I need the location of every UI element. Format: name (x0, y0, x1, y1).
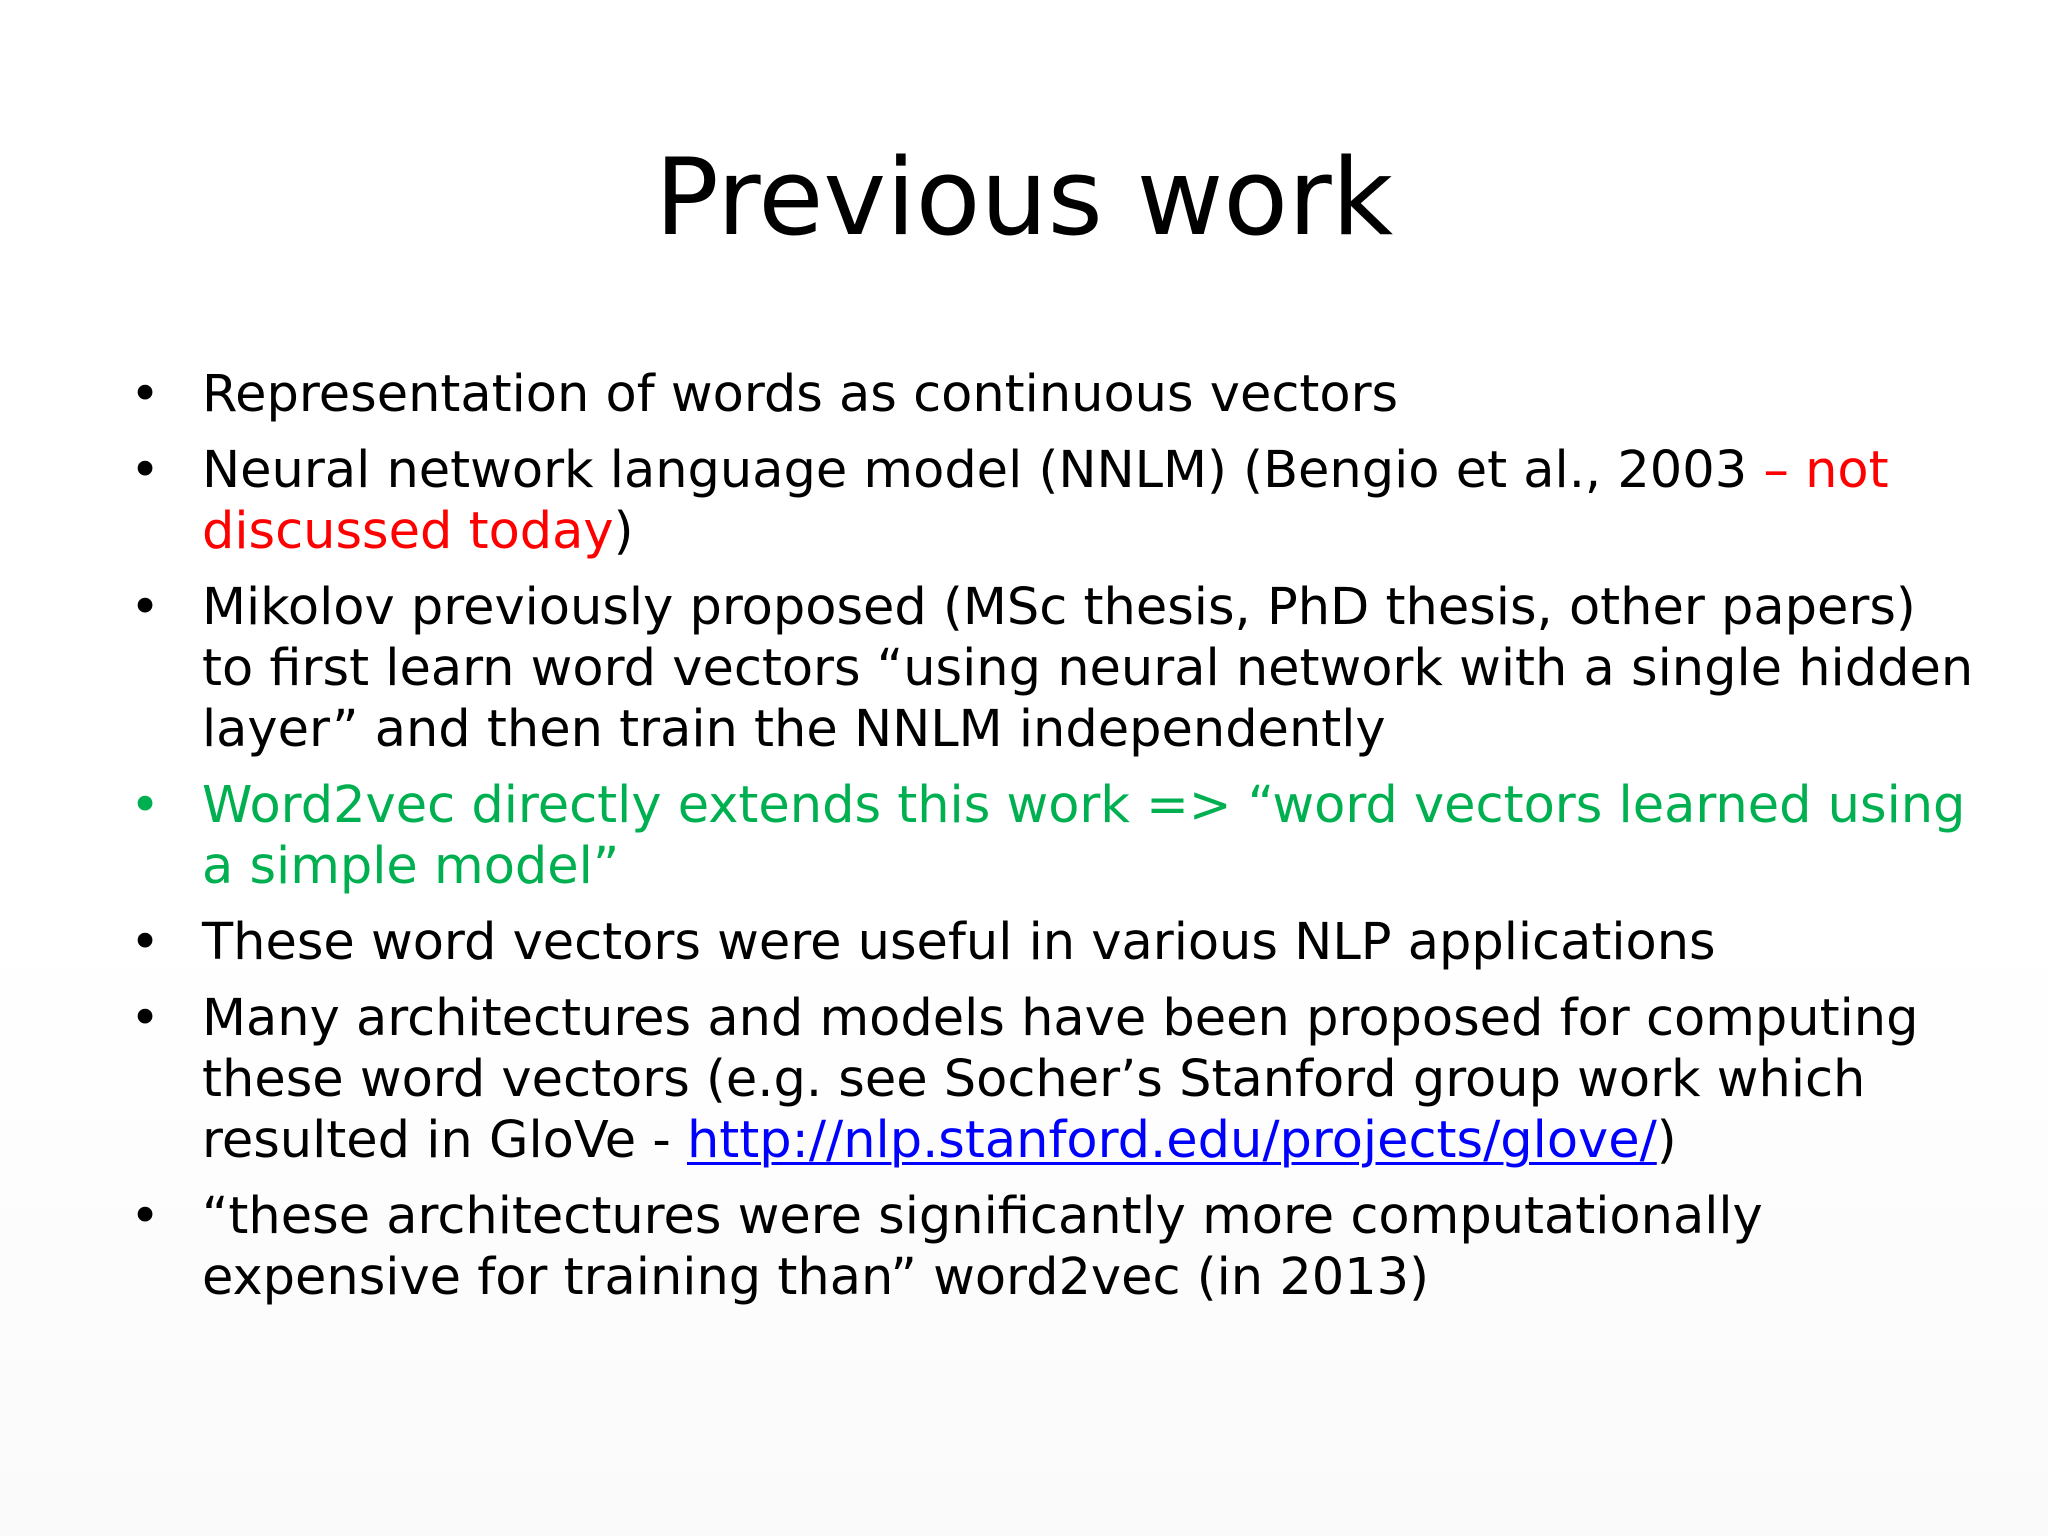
bullet-item-word2vec (120, 775, 1980, 897)
bullet-item-mikolov (120, 577, 1980, 760)
bullet-text: These word vectors were useful in various NLP applications (202, 913, 1716, 972)
bullet-text: Representation of words as continuous vectors (202, 365, 1399, 424)
bullet-item-architectures (120, 988, 1980, 1171)
bullet-icon: • (129, 1187, 161, 1246)
bullet-icon: • (129, 913, 161, 972)
bullet-list (120, 364, 1980, 1323)
bullet-text: Neural network language model (NNLM) (Bengio et al., 2003 (202, 441, 1764, 500)
bullet-item-computational-cost (120, 1186, 1980, 1308)
bullet-text: Word2vec directly extends this work => “word vectors learned using a simple model” (202, 776, 1966, 896)
slide-title: Previous work (654, 136, 1394, 259)
bullet-icon: • (129, 578, 161, 637)
bullet-item-continuous-vectors (120, 364, 1980, 425)
bullet-icon: • (129, 989, 161, 1048)
bullet-icon: • (129, 776, 161, 835)
bullet-item-nlp-applications (120, 912, 1980, 973)
bullet-text-after: ) (1656, 1111, 1677, 1170)
bullet-red-note: – not discussed today (202, 441, 1889, 561)
bullet-text-after: ) (613, 502, 634, 561)
bullet-icon: • (129, 441, 161, 500)
bullet-item-nnlm (120, 440, 1980, 562)
bullet-text: Many architectures and models have been proposed for computing these word vectors (e.g. see Socher’s Stanford group work which resulted in GloVe - (202, 989, 1919, 1170)
bullet-icon: • (129, 365, 161, 424)
bullet-text: Mikolov previously proposed (MSc thesis, PhD thesis, other papers) to first learn word vectors “using neural network with a single hidden layer” and then train the NNLM independently (202, 578, 1974, 759)
glove-link[interactable]: http://nlp.stanford.edu/projects/glove/ (686, 1111, 1657, 1170)
bullet-text: “these architectures were significantly more computationally expensive for training than” word2vec (in 2013) (202, 1187, 1763, 1307)
